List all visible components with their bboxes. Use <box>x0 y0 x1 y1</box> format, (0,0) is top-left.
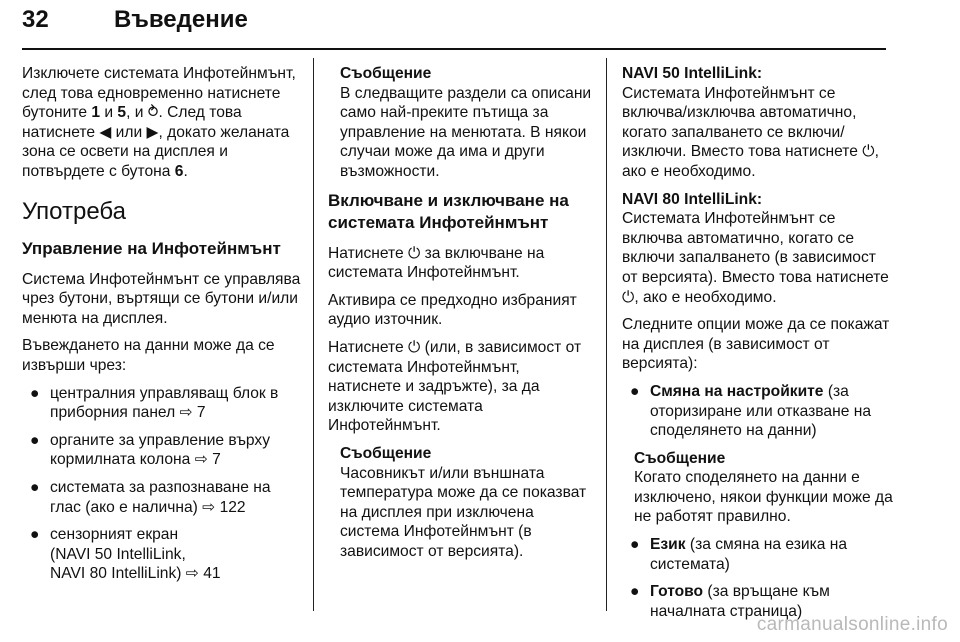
page-reference: ⇨ 41 <box>185 565 221 583</box>
list-item <box>622 535 894 574</box>
section-heading-usage: Употреба <box>22 197 126 225</box>
navi80-block <box>622 190 894 308</box>
navi80-text: Системата Инфотейнмънт се включва автоматично, когато се включи запалването (в зависимост от версията). Вместо това натиснете ⏻, ако е необходимо. <box>622 210 889 306</box>
intro-text: Изключете системата Инфотейнмънт, след това едновременно натиснете бутоните <box>22 65 296 122</box>
column-3 <box>622 64 894 629</box>
intro-text: . <box>183 162 188 180</box>
list-item-text: системата за разпознаване на глас (ако е налична) <box>50 478 271 516</box>
navi50-title: NAVI 50 IntelliLink: <box>622 65 763 82</box>
note-title: Съобщение <box>340 444 432 462</box>
page-reference: ⇨ 7 <box>179 404 206 422</box>
bullet-icon: ● <box>30 526 40 544</box>
subsection-heading-operation: Управление на Инфотейнмънт <box>22 238 281 258</box>
note-box <box>328 64 596 182</box>
bullet-icon: ● <box>630 536 640 554</box>
option-text: (за връщане към началната страница) <box>650 583 830 620</box>
bullet-icon: ● <box>630 583 640 601</box>
paragraph-controls: Система Инфотейнмънт се управлява чрез бутони, въртящи се бутони и/или менюта на дисплея. <box>22 270 301 327</box>
paragraph-input: Въвеждането на данни може да се извърши чрез: <box>22 337 275 374</box>
note-box <box>622 449 894 527</box>
list-item <box>22 478 302 517</box>
list-item <box>22 431 302 470</box>
column-1 <box>22 64 302 592</box>
intro-text: , и ⥁. След това натиснете ◀ или ▶, докато желаната зона се освети на дисплея и потвърдете с бутона <box>22 104 290 180</box>
page-number: 32 <box>22 6 49 33</box>
option-label: Език <box>650 536 686 554</box>
note-title: Съобщение <box>634 449 726 467</box>
navi50-block <box>622 64 894 182</box>
option-text: (за смяна на езика на системата) <box>650 536 848 573</box>
button-number: 1 <box>91 104 101 122</box>
list-item <box>22 384 302 423</box>
page-reference: ⇨ 7 <box>194 451 221 469</box>
note-text: Когато споделянето на данни е изключено, някои функции може да не работят правилно. <box>634 469 893 526</box>
column-2 <box>328 64 596 569</box>
options-list <box>622 382 894 441</box>
note-title: Съобщение <box>340 65 432 82</box>
bullet-icon: ● <box>30 384 40 402</box>
list-item-text: органите за управление върху кормилната колона <box>50 431 271 469</box>
option-text: (за оторизиране или отказване на споделянето на данни) <box>650 382 871 440</box>
page-reference: ⇨ 122 <box>202 498 246 516</box>
list-item-text: централния управляващ блок в приборния панел <box>50 384 279 422</box>
watermark-text: carmanualsonline.info <box>756 614 948 635</box>
paragraph-audio-source: Активира се предходно избраният аудио източник. <box>328 291 577 329</box>
header-divider <box>22 48 886 50</box>
paragraph-options: Следните опции може да се покажат на дисплея (в зависимост от версията): <box>622 316 890 373</box>
section-heading-power: Включване и изключване на системата Инфотейнмънт <box>328 190 569 232</box>
intro-paragraph <box>22 64 302 182</box>
list-item-text: сензорният екран (NAVI 50 IntelliLink, NAVI 80 IntelliLink) <box>50 526 186 583</box>
options-list <box>622 535 894 621</box>
button-number: 6 <box>174 162 184 180</box>
note-box <box>328 444 596 562</box>
paragraph-power-off: Натиснете ⏻ (или, в зависимост от системата Инфотейнмънт, натиснете и задръжте), за да изключите системата Инфотейнмънт. <box>328 338 582 435</box>
column-divider-1 <box>313 58 314 611</box>
bullet-icon: ● <box>630 382 640 400</box>
button-number: 5 <box>117 104 127 122</box>
note-text: Часовникът и/или външната температура може да се показват на дисплея при изключена система Инфотейнмънт (в зависимост от версията). <box>340 464 587 560</box>
option-label: Смяна на настройките <box>650 382 824 400</box>
navi50-text: Системата Инфотейнмънт се включва/изключва автоматично, когато запалването се включи/изключи. Вместо това натиснете ⏻, ако е необходимо. <box>622 84 879 180</box>
input-methods-list <box>22 384 302 584</box>
navi80-title: NAVI 80 IntelliLink: <box>622 190 763 208</box>
note-text: В следващите раздели са описани само най-преките пътища за управление на менютата. В някои случаи може да има и други възможности. <box>340 84 592 180</box>
paragraph-power-on: Натиснете ⏻ за включване на системата Инфотейнмънт. <box>328 244 545 282</box>
list-item <box>622 382 894 441</box>
list-item <box>22 525 302 584</box>
page-title: Въведение <box>114 6 248 33</box>
page-header <box>22 4 886 48</box>
column-divider-2 <box>606 58 607 611</box>
bullet-icon: ● <box>30 478 40 496</box>
intro-text: и <box>100 104 118 122</box>
bullet-icon: ● <box>30 431 40 449</box>
option-label: Готово <box>650 583 704 601</box>
